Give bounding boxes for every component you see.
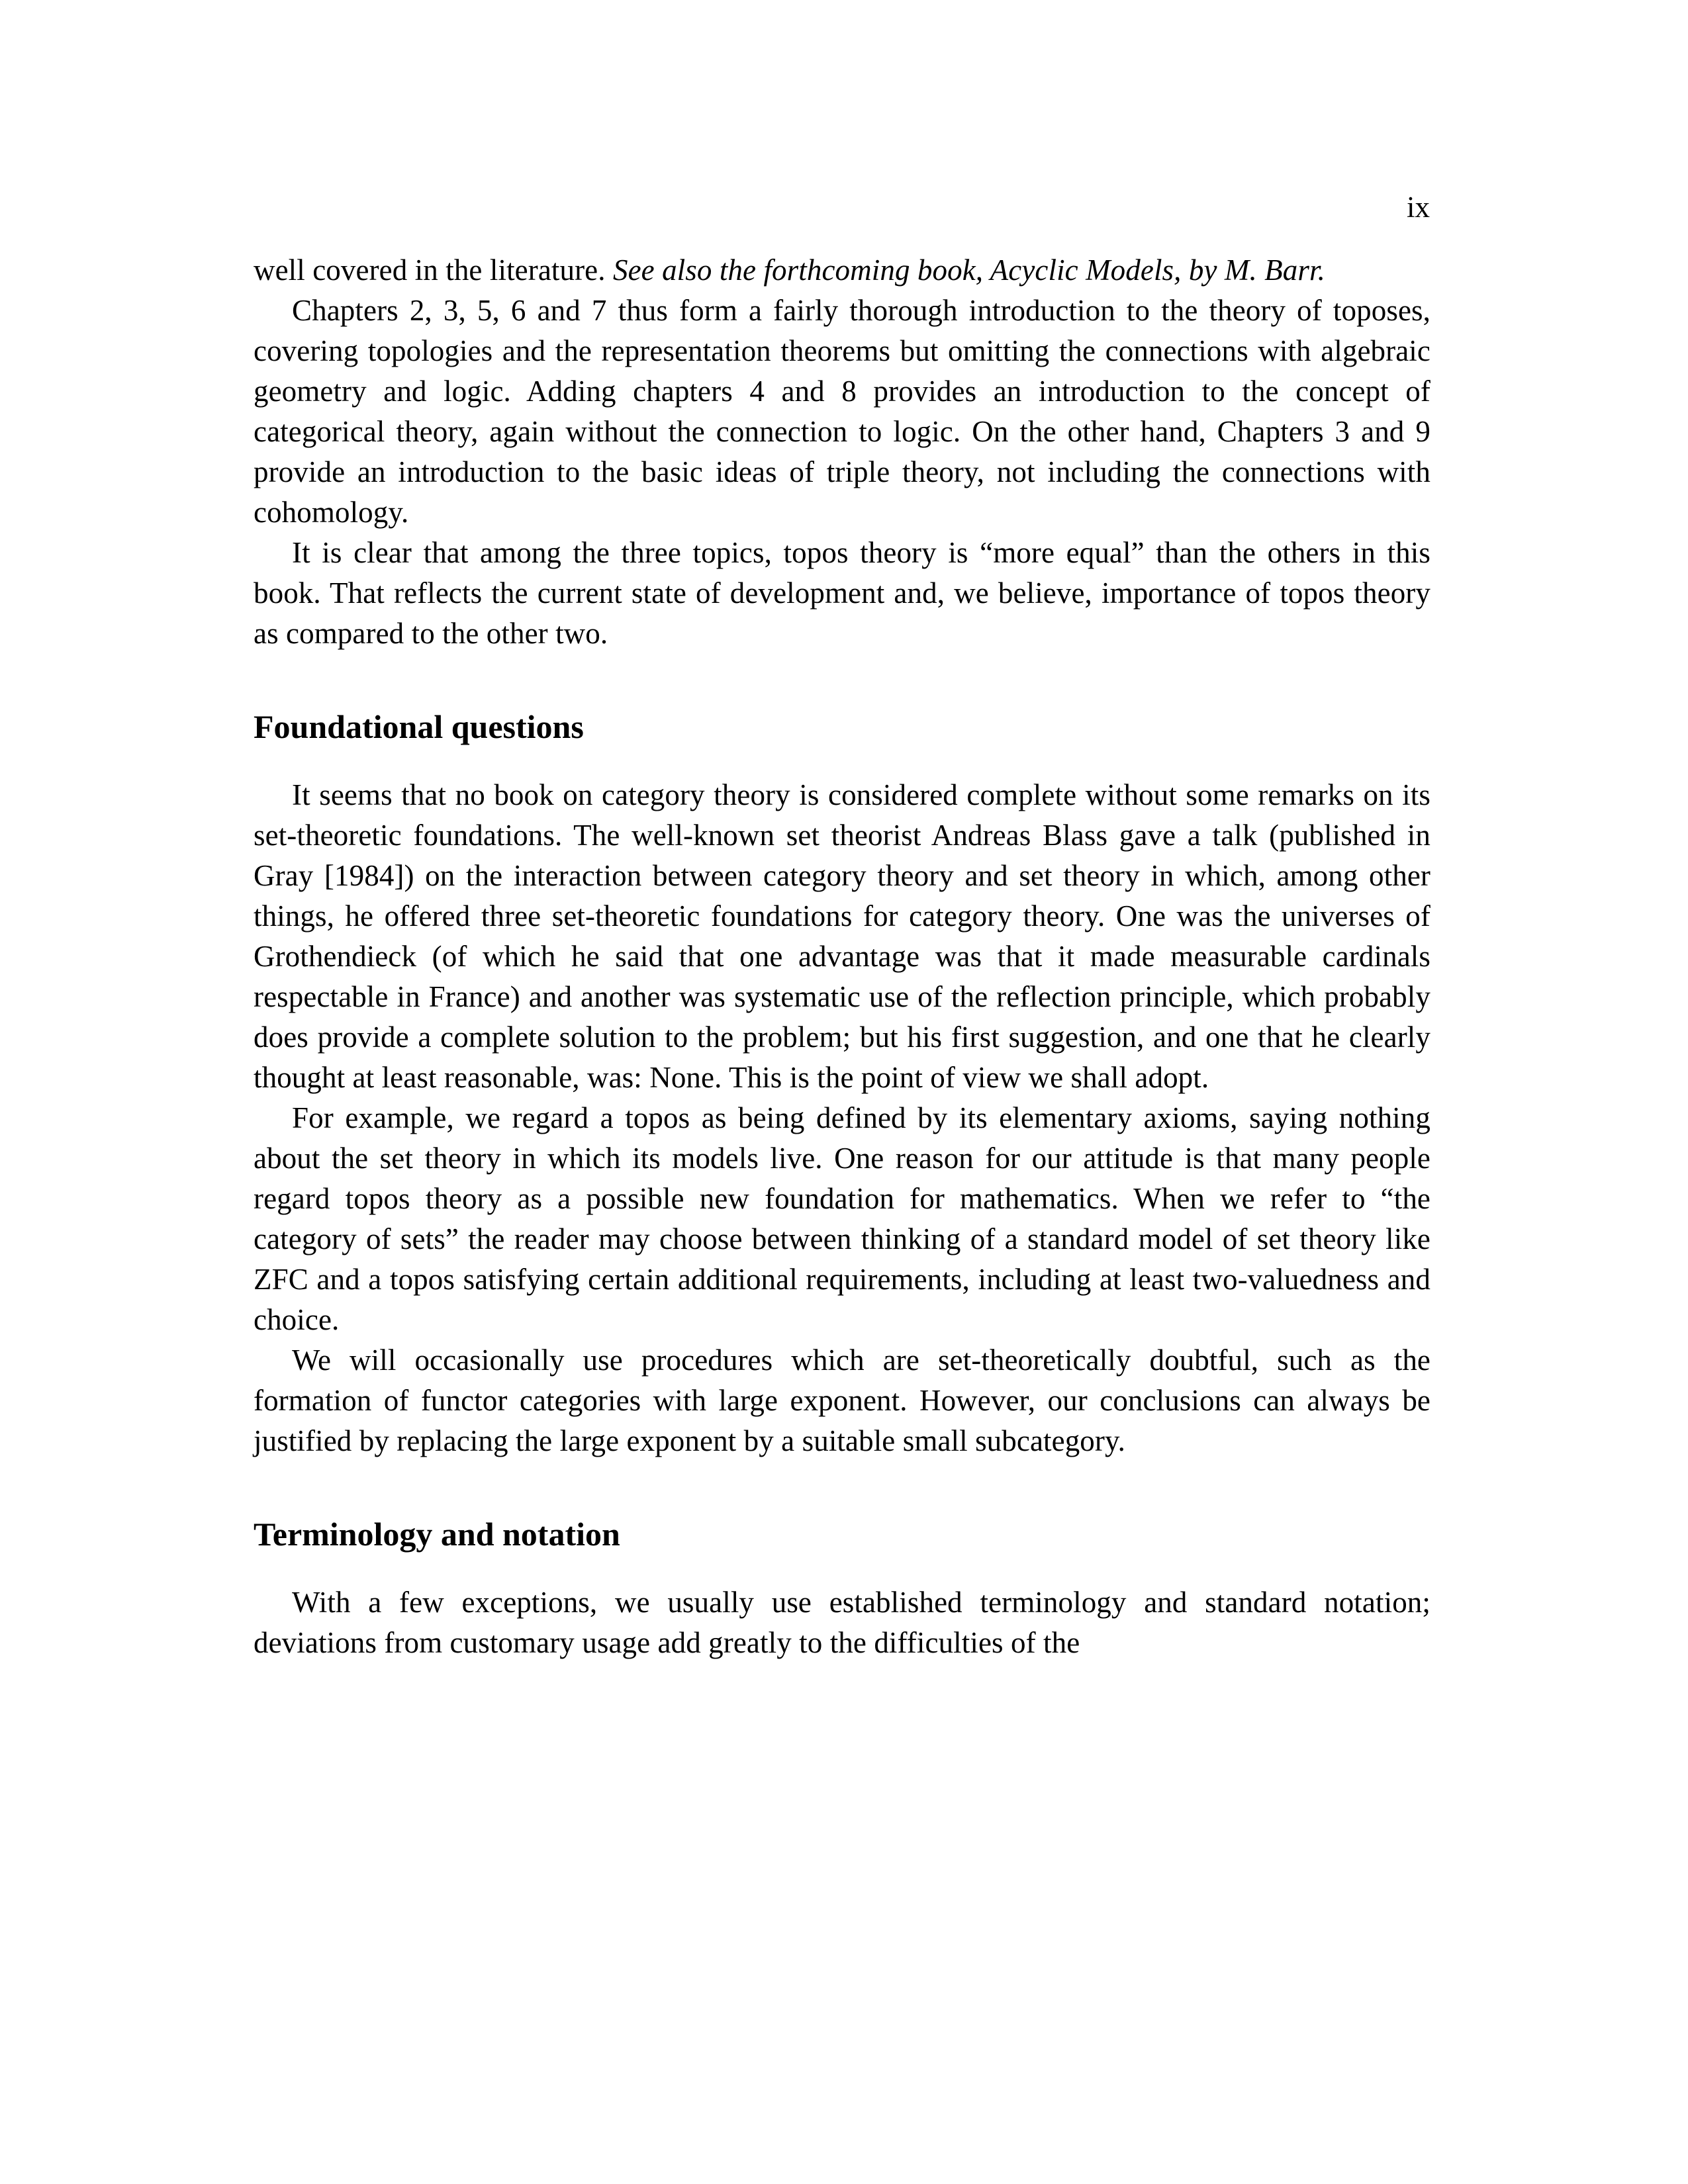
page-number: ix <box>1406 191 1430 224</box>
paragraph-continuation-italic-text: See also the forthcoming book, Acyclic Models, by M. Barr. <box>612 253 1325 287</box>
paragraph-continuation-text: well covered in the literature. <box>254 253 613 287</box>
section-heading-foundational-questions: Foundational questions <box>254 708 584 745</box>
paragraph-elementary-axioms: For example, we regard a topos as being defined by its elementary axioms, saying nothing about the set theory in which its models live. One reason for our attitude is that many people regard topos theory as a possible new foundation for mathematics. When we refer to “the category of sets” the reader may choose between thinking of a standard model of set theory like ZFC and a topos satisfying certain additional requirements, including at least two-valuedness and choice. <box>254 1101 1430 1336</box>
paragraph-set-theoretically-doubtful: We will occasionally use procedures which are set-theoretically doubtful, such as the formation of functor categories with large exponent. However, our conclusions can always be justified by replacing the large exponent by a suitable small subcategory. <box>254 1343 1430 1457</box>
paragraph-set-theoretic-foundations: It seems that no book on category theory is considered complete without some remarks on its set-theoretic foundations. The well-known set theorist Andreas Blass gave a talk (published in Gray [1984]) on the interaction between category theory and set theory in which, among other things, he offered three set-theoretic foundations for category theory. One was the universes of Grothendieck (of which he said that one advantage was that it made measurable cardinals respectable in France) and another was systematic use of the reflection principle, which probably does provide a complete solution to the problem; but his first suggestion, and one that he clearly thought at least reasonable, was: None. This is the point of view we shall adopt. <box>254 778 1430 1094</box>
paragraph-continuation <box>254 250 1430 291</box>
paragraph-terminology: With a few exceptions, we usually use established terminology and standard notation; deviations from customary usage add greatly to the difficulties of the <box>254 1586 1430 1659</box>
paragraph-chapters-overview: Chapters 2, 3, 5, 6 and 7 thus form a fairly thorough introduction to the theory of toposes, covering topologies and the representation theorems but omitting the connections with algebraic geometry and logic. Adding chapters 4 and 8 provides an introduction to the concept of categorical theory, again without the connection to logic. On the other hand, Chapters 3 and 9 provide an introduction to the basic ideas of triple theory, not including the connections with cohomology. <box>254 294 1430 529</box>
section-heading-terminology-and-notation: Terminology and notation <box>254 1516 620 1553</box>
paragraph-topos-emphasis: It is clear that among the three topics, topos theory is “more equal” than the others in this book. That reflects the current state of development and, we believe, importance of topos theory as compared to the other two. <box>254 536 1430 650</box>
text-block <box>254 250 1430 1663</box>
